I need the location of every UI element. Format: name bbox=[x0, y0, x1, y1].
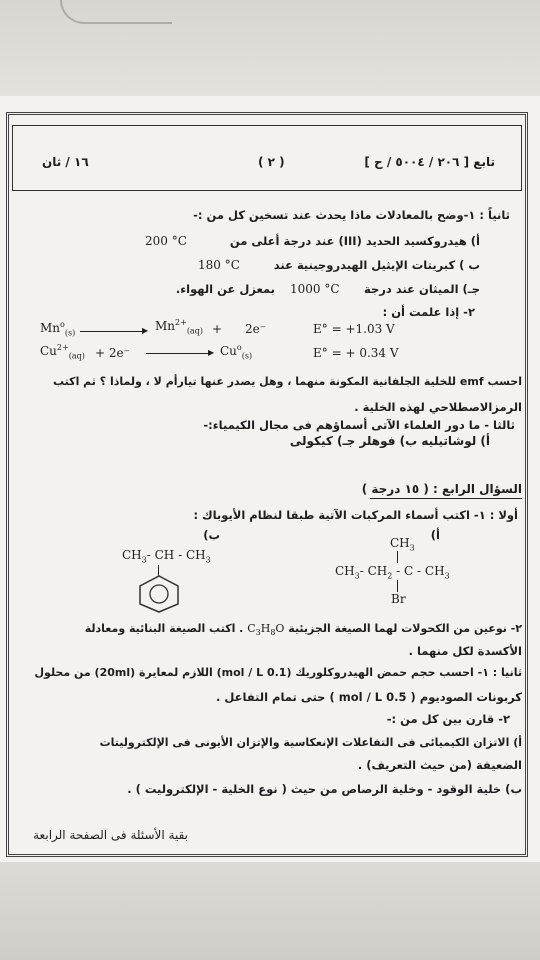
header-right: تابع [ ٢٠٦ / ٥٠٠٤ / ح ] bbox=[364, 155, 495, 169]
q3-title: ثالثا - ما دور العلماء الآتى أسماؤهم فى مجال الكيمياء:- bbox=[203, 418, 515, 432]
q4-p1-title: أولا : ١- اكتب أسماء المركبات الآتية طبقا لنظام الأيوباك : bbox=[193, 508, 518, 522]
header-left: ١٦ / ثان bbox=[42, 155, 89, 169]
q4-s2-a1: أ) الاتزان الكيميائى فى التفاعلات الإنعكاسية والإتزان الأيونى فى الإلكتروليتات bbox=[99, 736, 522, 749]
eq2-electrons: + 2e⁻ bbox=[95, 346, 130, 360]
label-a: أ) bbox=[430, 528, 440, 542]
q1-item-c: جـ) الميثان عند درجة bbox=[364, 282, 480, 296]
q1-c-end: بمعزل عن الهواء. bbox=[175, 282, 275, 296]
struct-a-bond-up bbox=[397, 551, 398, 563]
background-bottom bbox=[0, 860, 540, 960]
label-b: ب) bbox=[203, 528, 220, 542]
struct-a-bond-down bbox=[397, 580, 398, 592]
struct-a-bottom: Br bbox=[391, 592, 406, 606]
q1-a-temp: 200 °C bbox=[145, 234, 187, 248]
q4-s2-title: ٢- قارن بين كل من :- bbox=[386, 712, 510, 726]
footer-note: بقية الأسئلة فى الصفحة الرابعة bbox=[33, 828, 188, 842]
q4-p2-line2: الأكسدة لكل منهما . bbox=[408, 644, 522, 658]
eq1-arrow bbox=[80, 331, 145, 332]
q2-title: ٢- إذا علمت أن : bbox=[382, 305, 475, 319]
q4-s2-b: ب) خلية الوقود - وخلية الرصاص من حيث ( نوع الخلية - الإلكتروليت ) . bbox=[127, 782, 522, 796]
previous-page-scribble bbox=[60, 0, 172, 24]
eq1-potential: E° = +1.03 V bbox=[313, 322, 395, 336]
struct-a-main: $CH_3-$ $CH_2$ - C - $CH_3$ bbox=[335, 564, 450, 581]
emf-line1: احسب emf للخلية الجلفانية المكونة منهما ، وهل يصدر عنها تيارأم لا ، ولماذا ؟ ثم اكتب bbox=[53, 375, 522, 388]
q4-title: السؤال الرابع : ( ١٥ درجة ) bbox=[361, 482, 522, 496]
eq2-arrowhead: ▶ bbox=[208, 348, 215, 357]
eq2-left: $Cu^{2+}_{(aq)}$ bbox=[40, 343, 85, 361]
q4-p2-line1: ٢- نوعين من الكحولات لهما الصيغة الجزيئية $C_3H_8O$ . اكتب الصيغة البنائية ومعادلة bbox=[84, 622, 522, 638]
q3-items: أ) لوشاتيليه ب) فوهلر جـ) كيكولى bbox=[289, 434, 490, 448]
q1-item-a: أ) هيدروكسيد الحديد (III) عند درجة أعلى من bbox=[229, 234, 480, 248]
q4-title-underline bbox=[370, 498, 522, 499]
benzene-ring bbox=[138, 575, 180, 613]
eq2-right: $Cu^o_{(s)}$ bbox=[220, 343, 253, 361]
eq2-arrow bbox=[146, 353, 211, 354]
eq1-plus: + bbox=[212, 322, 223, 336]
eq2-potential: E° = + 0.34 V bbox=[313, 346, 399, 360]
page-number: ( ٢ ) bbox=[258, 155, 285, 169]
eq1-electrons: 2e⁻ bbox=[245, 322, 267, 336]
q1-c-temp: 1000 °C bbox=[290, 282, 340, 296]
struct-a-top: $CH_3$ bbox=[390, 536, 415, 553]
q4-s1-line2: كربونات الصوديوم ( 0.5 mol / L ) حتى تمام التفاعل . bbox=[216, 690, 522, 704]
q1-b-temp: 180 °C bbox=[198, 258, 240, 272]
q4-s1-line1: ثانيا : ١- احسب حجم حمض الهيدروكلوريك (0.1 mol / L) اللازم لمعايرة (20ml) من محلول bbox=[34, 666, 522, 679]
eq1-right: $Mn^{2+}_{(aq)}$ bbox=[155, 318, 203, 336]
eq1-left: $Mn^o_{(s)}$ bbox=[40, 320, 76, 338]
eq1-arrowhead: ▶ bbox=[142, 326, 149, 335]
emf-line2: الرمزالاصطلاحي لهذه الخلية . bbox=[354, 400, 522, 414]
q1-item-b: ب ) كبريتات الإيثيل الهيدروجينية عند bbox=[273, 258, 480, 272]
q1-title: ثانياً : ١-وضح بالمعادلات ماذا يحدث عند تسخين كل من :- bbox=[193, 208, 510, 222]
q4-s2-a2: الضعيفة (من حيث التعريف) . bbox=[357, 758, 522, 772]
struct-b-chain: $CH_3-$ CH - $CH_3$ bbox=[122, 548, 211, 565]
